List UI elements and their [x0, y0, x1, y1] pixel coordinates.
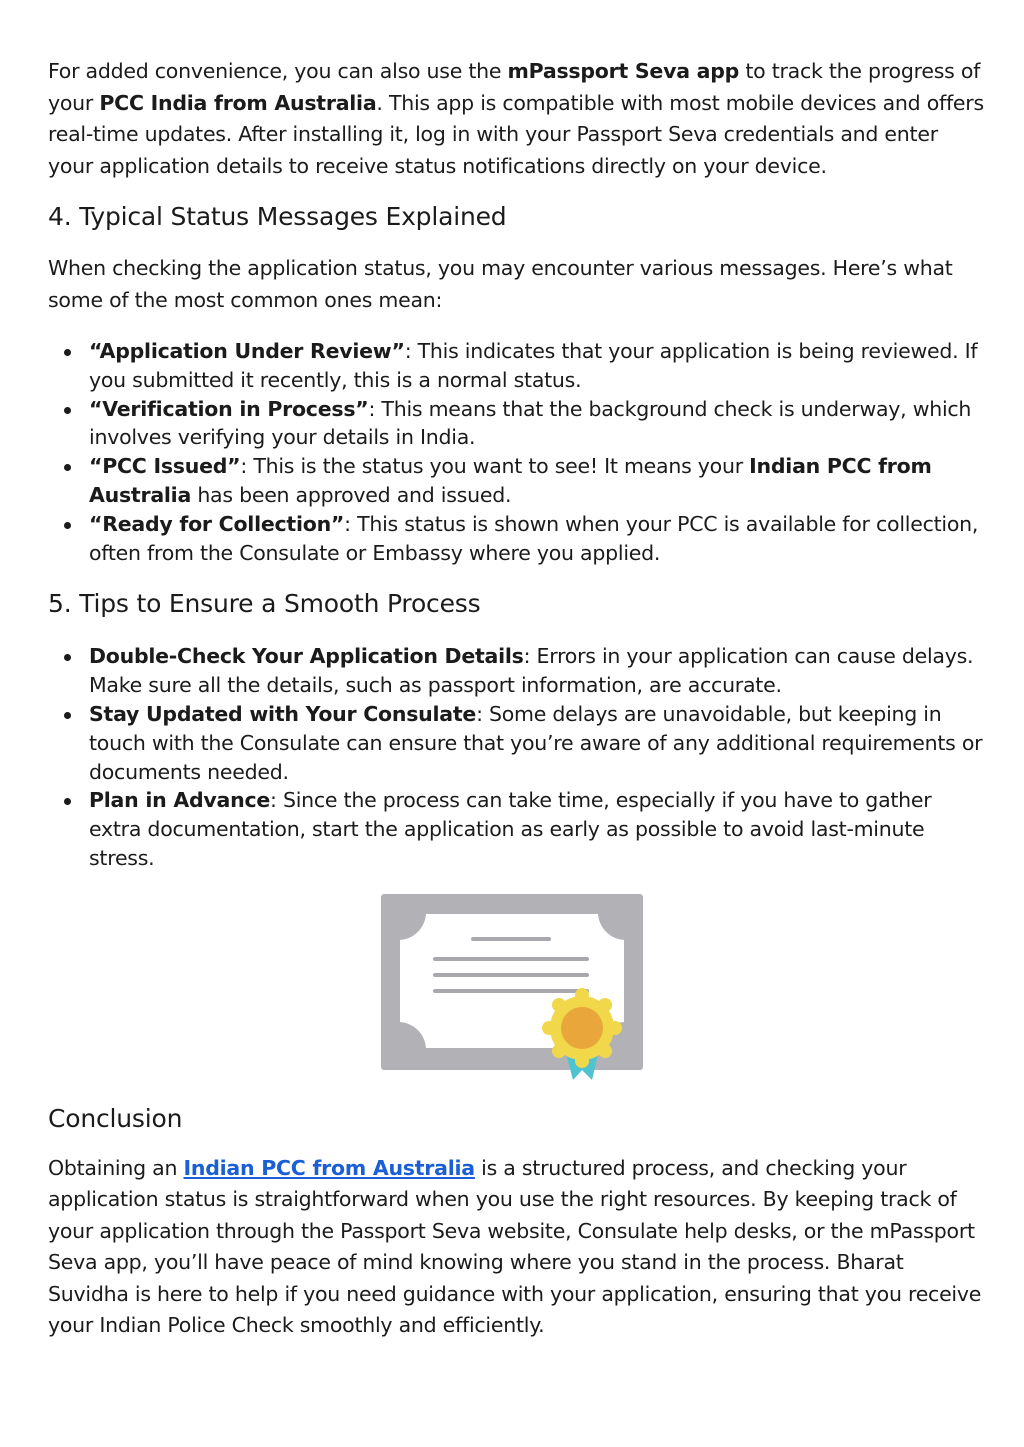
indian-pcc-link[interactable]: Indian PCC from Australia: [183, 1155, 475, 1180]
document-page: [48, 56, 988, 1342]
status-messages-list: [48, 337, 988, 567]
list-item: Plan in Advance: Since the process can take time, especially if you have to gather extra documentation, start the application as early as possible to avoid last-minute stress.: [48, 786, 988, 872]
list-item: “Verification in Process”: This means that the background check is underway, which involves verifying your details in India.: [48, 395, 988, 453]
conclusion-heading: Conclusion: [48, 1103, 183, 1133]
section-4-intro: When checking the application status, you may encounter various messages. Here’s what some of the most common ones mean:: [48, 256, 953, 312]
intro-paragraph: For added convenience, you can also use the mPassport Seva app to track the progress of your PCC India from Australia. This app is compatible with most mobile devices and offers real-time updates. After installing it, log in with your Passport Seva credentials and enter your application details to receive status notifications directly on your device.: [48, 59, 984, 178]
list-item: “Application Under Review”: This indicates that your application is being reviewed. If you submitted it recently, this is a normal status.: [48, 337, 988, 395]
list-item: Double-Check Your Application Details: Errors in your application can cause delays. Make sure all the details, such as passport information, are accurate.: [48, 642, 988, 700]
conclusion-paragraph: Obtaining an Indian PCC from Australia is a structured process, and checking your application status is straightforward when you use the right resources. By keeping track of your application through the Passport Seva website, Consulate help desks, or the mPassport Seva app, you’ll have peace of mind knowing where you stand in the process. Bharat Suvidha is here to help if you need guidance with your application, ensuring that you receive your Indian Police Check smoothly and efficiently.: [48, 1155, 982, 1338]
tips-list: [48, 642, 988, 872]
certificate-icon: [380, 894, 644, 1086]
pcc-bold: PCC India from Australia: [99, 90, 377, 115]
section-5-heading: 5. Tips to Ensure a Smooth Process: [48, 589, 481, 619]
app-name-bold: mPassport Seva app: [507, 59, 740, 83]
list-item: “Ready for Collection”: This status is shown when your PCC is available for collection, often from the Consulate or Embassy where you applied.: [48, 510, 988, 568]
list-item: Stay Updated with Your Consulate: Some delays are unavoidable, but keeping in touch with the Consulate can ensure that you’re aware of any additional requirements or documents needed.: [48, 700, 988, 786]
section-4-heading: 4. Typical Status Messages Explained: [48, 202, 507, 231]
list-item: “PCC Issued”: This is the status you want to see! It means your Indian PCC from Australia has been approved and issued.: [48, 452, 988, 510]
